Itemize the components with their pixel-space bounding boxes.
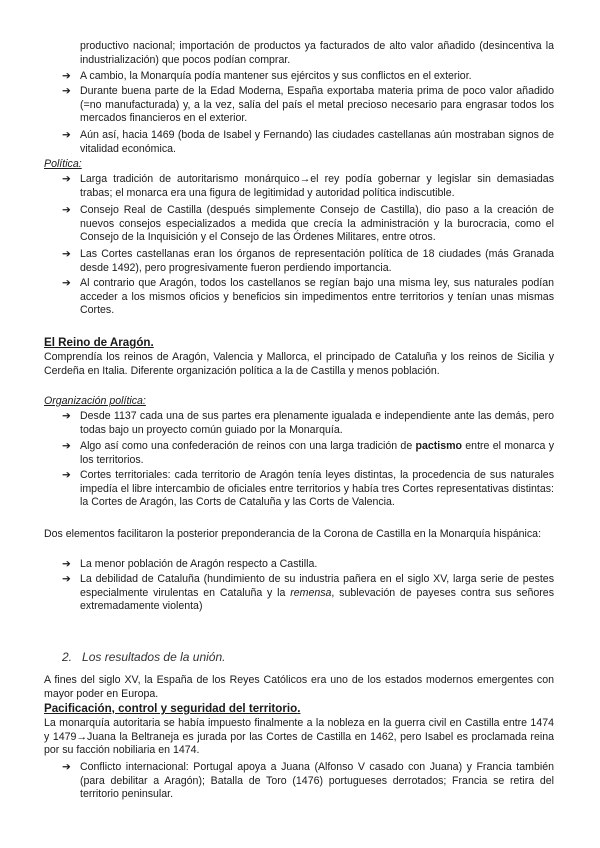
intro-bullet: ➔ Aún así, hacia 1469 (boda de Isabel y Fernando) las ciudades castellanas aún mostraban signos de vitalidad económica. <box>62 129 554 155</box>
arrow-icon: ➔ <box>62 70 71 82</box>
aragon-bullet: ➔ Algo así como una confederación de reinos con una larga tradición de pactismo entre el monarca y los territorios. <box>62 440 555 466</box>
intro-bullet: ➔ A cambio, la Monarquía podía mantener sus ejércitos y sus conflictos en el exterior. <box>62 70 472 82</box>
dos-bullet: ➔ La debilidad de Cataluña (hundimiento de su industria pañera en el siglo XV, larga serie de pestes especialmente virulentas en Cataluña y la remensa, sublevación de payeses contra sus señores extremadamente violenta) <box>62 573 554 612</box>
politica-bullet: ➔ Larga tradición de autoritarismo monárquico→el rey podía gobernar y legislar sin demasiadas trabas; el monarca era una figura de legitimidad y autoridad política indiscutible. <box>62 173 554 199</box>
arrow-icon: ➔ <box>62 173 71 185</box>
section-number: 2. <box>62 650 73 664</box>
pacificacion-paragraph: La monarquía autoritaria se había impuesto finalmente a la nobleza en la guerra civil en Castilla entre 1474 y 1479→Juana la Beltraneja es jurada por las Cortes de Castilla en 1462, pero Isabel es proclamada reina por su facción nobiliaria en 1474. <box>44 717 554 756</box>
pacificacion-heading: Pacificación, control y seguridad del territorio. <box>44 702 301 715</box>
organizacion-label: Organización política: <box>44 395 146 407</box>
arrow-icon: ➔ <box>62 410 71 422</box>
dos-elementos-paragraph: Dos elementos facilitaron la posterior preponderancia de la Corona de Castilla en la Monarquía hispánica: <box>44 528 542 540</box>
arrow-icon: ➔ <box>62 573 71 585</box>
arrow-icon: ➔ <box>62 85 71 97</box>
politica-bullet: ➔ Consejo Real de Castilla (después simplemente Consejo de Castilla), dio paso a la creación de nuevos consejos especializados a medida que crecía la administración y la burocracia, como el Consejo de la Inquisición y el Consejo de las Órdenes Militares, entre otros. <box>62 204 554 243</box>
arrow-icon: ➔ <box>62 129 71 141</box>
dos-bullet: ➔ La menor población de Aragón respecto a Castilla. <box>62 558 318 570</box>
pactismo-term: pactismo <box>415 440 463 452</box>
arrow-icon: ➔ <box>62 761 71 773</box>
intro-bullet: ➔ Durante buena parte de la Edad Moderna, España exportaba materia prima de poco valor añadido (=no manufacturada) y, a la vez, salía del país el metal precioso necesario para engrasar todos los mercados financieros en el exterior. <box>62 85 554 124</box>
arrow-icon: ➔ <box>62 558 71 570</box>
section-title: Los resultados de la unión. <box>82 650 226 664</box>
aragon-intro: Comprendía los reinos de Aragón, Valencia y Mallorca, el principado de Cataluña y los reinos de Sicilia y Cerdeña en Italia. Diferente organización política a la de Castilla y menos población. <box>44 351 554 377</box>
section-2-heading <box>62 650 225 664</box>
aragon-heading: El Reino de Aragón. <box>44 336 154 349</box>
intro-continuation: productivo nacional; importación de productos ya facturados de alto valor añadido (desincentiva la industrialización) que pocos podían comprar. <box>80 40 554 66</box>
arrow-icon: ➔ <box>62 204 71 216</box>
politica-bullet: ➔ Las Cortes castellanas eran los órganos de representación política de 18 ciudades (más Granada desde 1492), pero progresivamente fueron perdiendo importancia. <box>62 248 554 274</box>
arrow-icon: ➔ <box>62 277 71 289</box>
conflicto-bullet: ➔ Conflicto internacional: Portugal apoya a Juana (Alfonso V casado con Juana) y Francia también (para debilitar a Aragón); Batalla de Toro (1476) portugueses derrotados; Francia se retira del territorio peninsular. <box>62 761 554 800</box>
remensa-term: remensa <box>290 586 332 599</box>
section-2-intro: A fines del siglo XV, la España de los Reyes Católicos era uno de los estados modernos emergentes con mayor poder en Europa. <box>44 674 554 700</box>
aragon-bullet: ➔ Cortes territoriales: cada territorio de Aragón tenía leyes distintas, la procedencia de sus naturales impedía el libre intercambio de oficiales entre territorios y había tres Cortes representativas distintas: la Cortes de Aragón, las Corts de Cataluña y las Corts de Valencia. <box>62 469 554 508</box>
arrow-icon: ➔ <box>62 248 71 260</box>
arrow-icon: ➔ <box>62 440 71 452</box>
politica-bullet: ➔ Al contrario que Aragón, todos los castellanos se regían bajo una misma ley, sus naturales podían acceder a los mismos oficios y beneficios sin impedimentos entre territorios y tenían unas mismas Cortes. <box>62 277 554 316</box>
arrow-icon: ➔ <box>62 469 71 481</box>
aragon-bullet: ➔ Desde 1137 cada una de sus partes era plenamente igualada e independiente ante las demás, pero todas bajo un proyecto común guiado por la Monarquía. <box>62 410 554 436</box>
politica-label: Política: <box>44 158 82 170</box>
